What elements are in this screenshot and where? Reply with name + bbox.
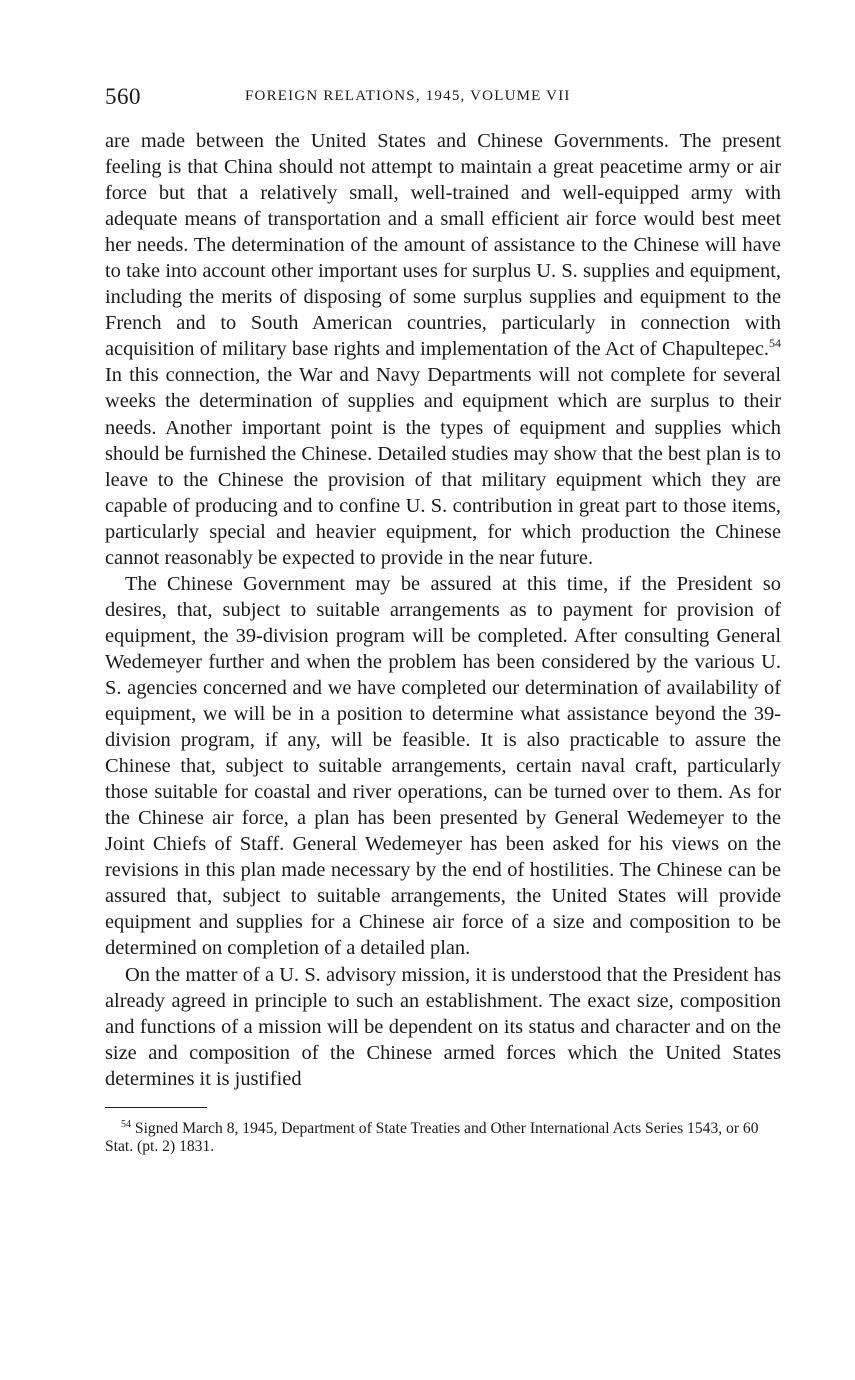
body-text (105, 128, 781, 1092)
footnote-reference-54: 54 (769, 336, 781, 351)
paragraph-3: On the matter of a U. S. advisory mission, it is understood that the President has already agreed in principle to such an establishment. The exact size, composition and functions of a mission will be dependent on its status and character and on the size and composition of the Chinese armed forces which the United States determines it is justified (105, 963, 781, 1090)
footnote-number: 54 (121, 1118, 131, 1130)
footnote-54 (105, 1120, 781, 1156)
paragraph-1 (105, 128, 781, 571)
running-head (105, 84, 781, 114)
paragraph-1-part-2: In this connection, the War and Navy Departments will not complete for several weeks the determination of supplies and equipment which are surplus to their needs. Another important point is the types of equipment and supplies which should be furnished the Chinese. Detailed studies may show that the best plan is to leave to the Chinese the provision of that military equipment which they are capable of producing and to confine U. S. contribution in great part to those items, particularly special and heavier equipment, for which production the Chinese cannot reasonably be expected to provide in the near future. (105, 364, 781, 569)
paragraph-1-part-1: are made between the United States and Chinese Governments. The present feeling is that China should not attempt to maintain a great peacetime army or air force but that a relatively small, well-trained and well-equipped army with adequate means of transportation and a small efficient air force would best meet her needs. The determination of the amount of assistance to the Chinese will have to take into account other important uses for surplus U. S. supplies and equipment, including the merits of disposing of some surplus supplies and equipment to the French and to South American countries, particularly in connection with acquisition of military base rights and implementation of the Act of Chapultepec. (105, 130, 781, 361)
paragraph-2: The Chinese Government may be assured at this time, if the President so desires, that, subject to suitable arrangements as to payment for provision of equipment, the 39-division program will be completed. After consulting General Wedemeyer further and when the problem has been considered by the various U. S. agencies concerned and we have completed our determination of availability of equipment, we will be in a position to determine what assistance beyond the 39-division program, if any, will be feasible. It is also practicable to assure the Chinese that, subject to suitable arrangements, certain naval craft, particularly those suitable for coastal and river operations, can be turned over to them. As for the Chinese air force, a plan has been presented by General Wedemeyer to the Joint Chiefs of Staff. General Wedemeyer has been asked for his views on the revisions in this plan made necessary by the end of hostilities. The Chinese can be assured that, subject to suitable arrangements, the United States will provide equipment and supplies for a Chinese air force of a size and composition to be determined on completion of a detailed plan. (105, 572, 781, 960)
page-number: 560 (105, 84, 141, 109)
document-page (105, 84, 781, 1156)
page-header-title: FOREIGN RELATIONS, 1945, VOLUME VII (245, 88, 571, 104)
footnote-divider (105, 1107, 207, 1108)
footnote-text: Signed March 8, 1945, Department of State Treaties and Other International Acts Series 1543, or 60 Stat. (pt. 2) 1831. (105, 1119, 759, 1155)
